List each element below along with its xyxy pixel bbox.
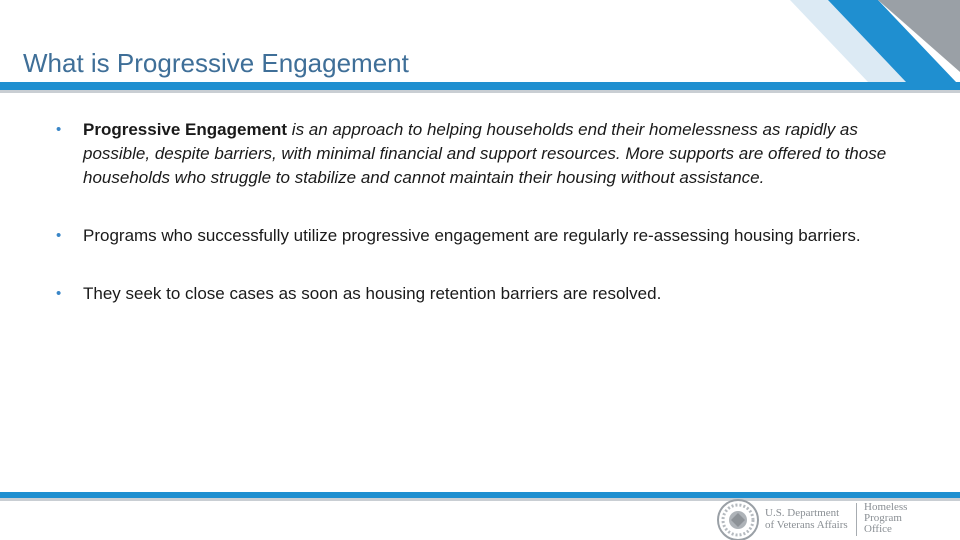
department-line-1: U.S. Department <box>765 507 840 519</box>
bullet-3-text: They seek to close cases as soon as housing retention barriers are resolved. <box>83 284 662 303</box>
office-line-3: Office <box>864 523 892 535</box>
title-divider-blue <box>0 82 960 90</box>
bullet-dot: • <box>56 285 62 302</box>
bullet-dot: • <box>56 227 62 244</box>
corner-decoration <box>790 0 960 90</box>
footer-vertical-separator <box>856 503 857 536</box>
bullet-item-1 <box>56 118 916 190</box>
department-line-2: of Veterans Affairs <box>765 519 848 531</box>
bullet-1-bold-term: Progressive Engagement <box>83 120 288 139</box>
bullet-item-3 <box>56 282 916 306</box>
bullet-2-text: Programs who successfully utilize progressive engagement are regularly re-assessing housing barriers. <box>83 226 861 245</box>
bullet-dot: • <box>56 121 62 138</box>
va-seal-icon <box>716 498 760 540</box>
slide-title: What is Progressive Engagement <box>23 48 409 78</box>
office-line-2: Program <box>864 512 902 524</box>
bullet-1-definition: is an approach to helping households end their homelessness as rapidly as possible, despite barriers, with minimal financial and support resources. More supports are offered to those households who struggle to stabilize and cannot maintain their housing without assistance. <box>83 120 887 187</box>
title-divider-grey <box>0 90 960 93</box>
office-line-1: Homeless <box>864 501 908 513</box>
office-name <box>864 502 907 535</box>
bullet-list <box>56 118 916 306</box>
department-name <box>765 507 848 531</box>
footer-divider-grey <box>0 498 960 501</box>
bullet-item-2 <box>56 224 916 248</box>
